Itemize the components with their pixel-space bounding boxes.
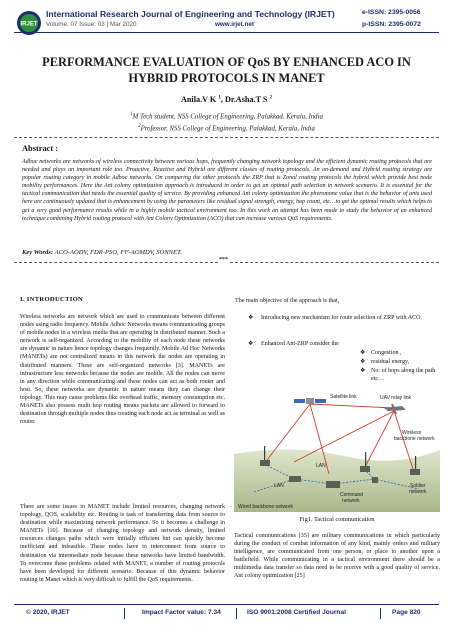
separator-mark: ***: [219, 257, 228, 263]
bullet-diamond-icon: ❖: [248, 341, 254, 347]
title-line-2: HYBRID PROTOCOLS IN MANET: [128, 71, 325, 85]
journal-website[interactable]: www.irjet.net: [215, 21, 254, 28]
author-1: Anila.V K: [180, 95, 217, 104]
logo-text: IRJET: [20, 21, 38, 28]
aff-2-sup: 2: [138, 124, 141, 129]
satellite-icon: [294, 398, 326, 404]
footer-page-number: Page 820: [392, 609, 421, 616]
author-1-sup: 1: [218, 95, 221, 101]
footer-separator: [236, 608, 237, 619]
footer-copyright: © 2020, IRJET: [26, 609, 70, 616]
journal-name: International Research Journal of Engineering and Technology (IRJET): [46, 9, 335, 19]
bullet-item: [248, 340, 438, 348]
objective-intro: The main objective of the approach is that,: [235, 298, 340, 304]
intro-paragraph-2: There are some issues in MANET include limited resources, changing network topology, QOS, scalability etc. Routing is task of transferring data from source to destination while maximizing network performance. So it becomes a challenge in MANETs [10]. Because of changing topology and network density, limited resources changes paths which were initially efficient but can quickly become inefficient and infeasible. These nodes have to interconnect from source to destination via intermediate node because these networks have limited bandwidth. To overcome these problems related with MANET, a number of routing protocols have been developed for different scenario. Because of this dynamic behavior routing in Manet which is very difficult to fulfill the QoS requirements.: [20, 504, 225, 583]
figure-caption: Fig1. Tactical communication: [299, 516, 375, 523]
label-soldier-1: Soldier: [410, 483, 426, 489]
p-issn: p-ISSN: 2395-0072: [362, 21, 421, 28]
label-wired-backbone: Wired backbone network: [238, 504, 294, 510]
sub-bullet-text: residual energy,: [371, 359, 410, 365]
label-uav-relay: UAV relay link: [380, 395, 412, 401]
intro-paragraph-1: Wireless networks are network which are used to communicate between different nodes using radio frequency. Mobile Adhoc Networks means communicating groups of mobile nodes in a wireless media that are operating in distributed manner. Such a network is self-organized. According to the mobility of each node these networks are dynamic in nature hence topology changes frequently. Mobile Ad Hoc Networks (MANETs) are not centralized means in this network the nodes are operating in distributed manners. These are self-organized networks [3]. MANETs are infrastructure less networks because the nodes are mobile. All the nodes can move in any direction while communicating and these nodes can act as both router and host. So, these networks are dynamic in nature means they can change their topology. This may cause problems like overhead traffic, memory consumption etc. MANETs also possess multi hop routing means packets are allowed to forward to destination through multiple nodes thus creating each node act as terminal as well as router.: [20, 314, 225, 426]
aff-2-text: Professor, NSS College of Engineering, Palakkad, Kerala, India: [140, 125, 315, 133]
keywords-label: Key Words:: [22, 249, 54, 256]
label-wireless-2: backbone network: [394, 436, 435, 442]
keywords-text: ACO-AODV, FDR-PSO, FF-AOMDV, SONNET.: [53, 249, 182, 256]
uav-icon: [384, 404, 406, 414]
aff-1-sup: 1: [130, 112, 133, 117]
abstract-heading: Abstract :: [22, 144, 59, 153]
e-issn: e-ISSN: 2395-0056: [362, 9, 421, 16]
label-command-2: network: [342, 498, 360, 504]
affiliation-1: [0, 112, 453, 120]
volume-info: Volume: 07 Issue: 03 | Mar 2020: [46, 21, 137, 28]
tactical-communication-figure: [234, 384, 440, 512]
bullet-diamond-icon: ❖: [360, 368, 366, 374]
label-soldier-2: network: [409, 489, 427, 495]
bullet-item: [248, 314, 438, 322]
sub-bullet-text: Congestion ,: [371, 350, 402, 356]
label-wireless-1: Wireless: [402, 430, 422, 436]
footer-rule: [14, 604, 439, 605]
bullet-diamond-icon: ❖: [248, 315, 254, 321]
affiliation-2: [0, 124, 453, 132]
label-command-1: Command: [340, 492, 364, 498]
label-satellite-link: Satellite link: [330, 394, 357, 400]
footer-impact-factor: Impact Factor value: 7.34: [142, 609, 221, 616]
paper-title: [30, 54, 423, 86]
author-2-sup: 2: [269, 95, 273, 101]
sub-bullet-item: [360, 349, 440, 357]
keywords: [22, 249, 432, 256]
author-separator: ,: [220, 95, 225, 104]
aff-1-text: M Tech student, NSS College of Engineering, Palakkad, Kerala, India: [132, 113, 323, 121]
section-heading: I. INTRODUCTION: [20, 296, 84, 303]
bullet-diamond-icon: ❖: [360, 350, 366, 356]
tactical-paragraph: Tactical communications [35] are military communications in which particularly during the conduct of combat information of any kind, mainly orders and military intelligence, are communicated from one person, or place to another upon a battlefield. While communicating in a tactical environment there should be a multimedia data transfer so data need to be receive with a good quality of service. Ant colony optimization [25]: [234, 533, 440, 580]
label-lan-1: LAN: [316, 463, 326, 469]
header-rule: [14, 32, 439, 33]
bullet-diamond-icon: ❖: [360, 359, 366, 365]
sub-bullet-item: [360, 358, 440, 366]
sub-bullet-text: No: of hops along the path etc…: [371, 368, 436, 383]
footer-separator: [380, 608, 381, 619]
author-line: [0, 95, 453, 104]
author-2: Dr.Asha.T S: [224, 95, 268, 104]
bullet-text: Introducing new mechanism for route selection of ZRP with ACO.: [261, 315, 422, 321]
title-line-1: PERFORMANCE EVALUATION OF QoS BY ENHANCED ACO IN: [42, 55, 411, 69]
bullet-text: Enhanced Ant-ZRP consider the: [261, 341, 339, 347]
divider: [14, 137, 439, 138]
abstract-text: Adhoc networks are networks of wireless connectivity between various hops, frequently changing network topology and the efficient dynamic routing protocols that are needed and plays an important role too. Proactive, Reactive and Hybrid are different classes of routing protocols. An on-demand and Hybrid routing strategy are popular routing category in mobile Adhoc networks. On comparing the other protocols the ZRP that is Zonal routing protocols the hybrid which provide best node mobility performances. Here the Ant colony optimization approach is introduced in order to get an optimal path selection in network scenario. It is essential for the tactical communication that needs the essential quality of service. By providing enhanced Ant colony optimization the pheromone value that is the behavior of ants used here are continuously updated that is enhancement by using the parameters like residual signal strength, energy, hop count, etc…to get the optimal results which helps to get a very good performance results while in a highly mobile tactical environment too. In this work an attempt has been made to study the behavior of an enhanced technique combining Hybrid routing protocol with Ant Colony Optimization (ACO) that can increase various QoS requirements.: [22, 159, 432, 222]
footer-separator: [124, 608, 125, 619]
footer-iso: ISO 9001:2008 Certified Journal: [247, 609, 346, 616]
label-lan-2: LAN: [274, 483, 284, 489]
sub-bullet-item: [360, 367, 440, 383]
